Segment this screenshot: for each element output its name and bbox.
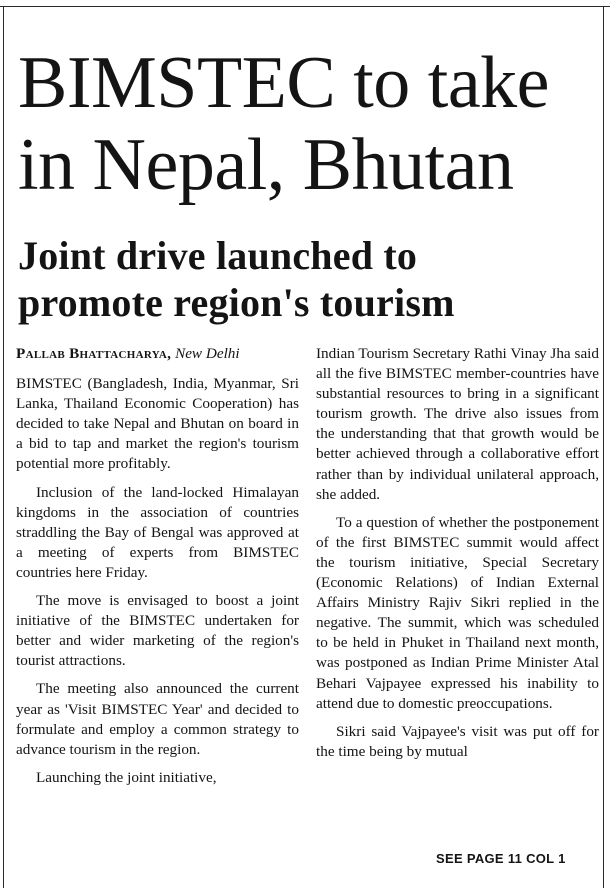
headline-line-1: BIMSTEC to take bbox=[18, 42, 550, 124]
subheadline bbox=[18, 232, 603, 326]
article-paragraph: To a question of whether the postponement of the first BIMSTEC summit would affect the tourism initiative, Special Secretary (Economic Relations) of Indian External Affairs Ministry Rajiv Sikri replied in the negative. The summit, which was scheduled to be held in Phuket in Thailand next month, was postponed as Indian Prime Minister Atal Behari Vajpayee expressed his inability to attend due to domestic preoccupations. bbox=[316, 513, 599, 712]
article-column-left bbox=[16, 344, 299, 796]
continuation-jump-line: SEE PAGE 11 COL 1 bbox=[436, 851, 566, 866]
article-paragraph: The meeting also announced the current year as 'Visit BIMSTEC Year' and decided to formulate and employ a common strategy to advance tourism in the region. bbox=[16, 680, 299, 758]
headline bbox=[18, 42, 603, 206]
article-paragraph: Inclusion of the land-locked Himalayan kingdoms in the association of countries straddling the Bay of Bengal was approved at a meeting of experts from BIMSTEC countries here Friday. bbox=[16, 483, 299, 581]
right-border-rule bbox=[603, 6, 604, 888]
byline-location: New Delhi bbox=[175, 345, 240, 362]
left-border-rule bbox=[3, 6, 4, 888]
subhead-line-2: promote region's tourism bbox=[18, 280, 455, 325]
top-border-rule bbox=[0, 6, 610, 7]
article-paragraph: Indian Tourism Secretary Rathi Vinay Jha said all the five BIMSTEC member-countries have substantial resources to bring in a significant tourism growth. The drive also issues from the understanding that that growth would be better achieved through a collaborative effort rather than by individual unilateral approach, she added. bbox=[316, 345, 599, 503]
headline-line-2: in Nepal, Bhutan bbox=[18, 124, 514, 206]
article-paragraph: Launching the joint initiative, bbox=[36, 768, 217, 786]
article-paragraph: BIMSTEC (Bangladesh, India, Myanmar, Sri Lanka, Thailand Economic Cooperation) has decided to take Nepal and Bhutan on board in a bid to tap and market the region's tourism potential more profitably. bbox=[16, 375, 299, 473]
byline bbox=[16, 344, 299, 364]
article-paragraph: The move is envisaged to boost a joint initiative of the BIMSTEC undertaken for better and wider marketing of the region's tourist attractions. bbox=[16, 592, 299, 670]
byline-author: Pallab Bhattacharya, bbox=[16, 345, 172, 362]
article-column-right bbox=[316, 344, 599, 770]
subhead-line-1: Joint drive launched to bbox=[18, 233, 418, 278]
article-paragraph: Sikri said Vajpayee's visit was put off for the time being by mutual bbox=[316, 722, 599, 760]
